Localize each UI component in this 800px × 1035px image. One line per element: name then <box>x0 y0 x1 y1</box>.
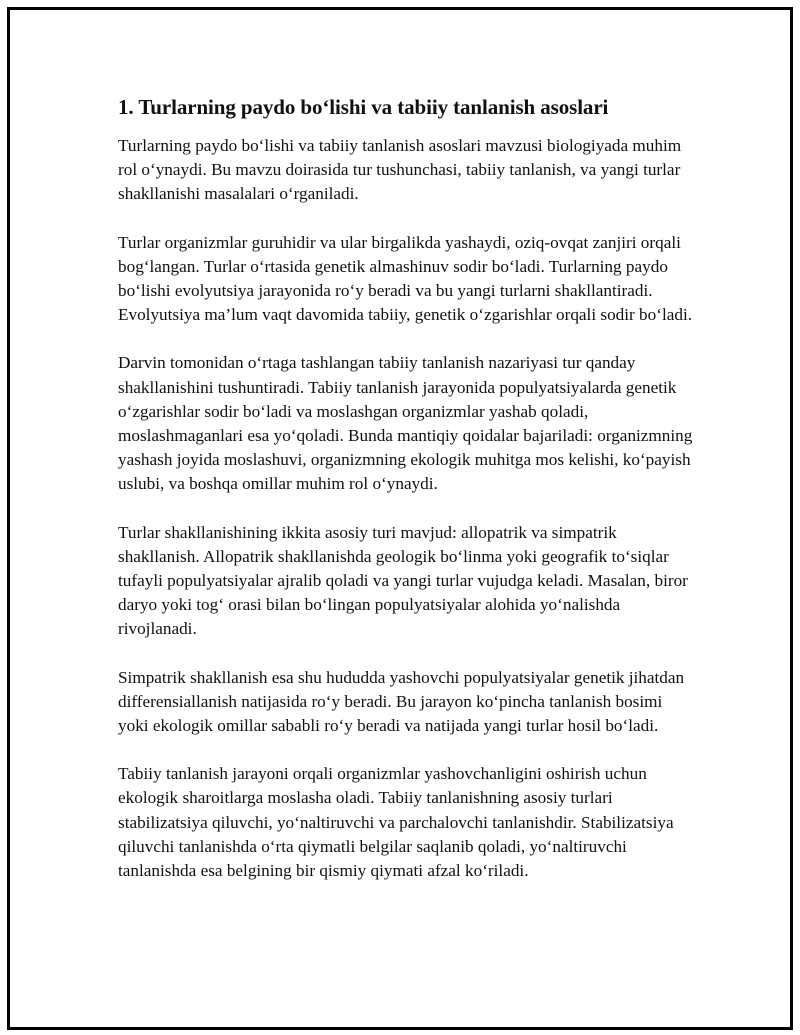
paragraph-selection-types: Tabiiy tanlanish jarayoni orqali organizmlar yashovchanligini oshirish uchun ekologik sharoitlarga moslasha oladi. Tabiiy tanlanishning asosiy turlari stabilizatsiya qiluvchi, yo‘naltiruvchi va parchalovchi tanlanishdir. Stabilizatsiya qiluvchi tanlanishda o‘rta qiymatli belgilar saqlanib qoladi, yo‘naltiruvchi tanlanishda esa belgining bir qismiy qiymati afzal ko‘riladi. <box>118 764 674 881</box>
paragraph-darwin-theory: Darvin tomonidan o‘rtaga tashlangan tabiiy tanlanish nazariyasi tur qanday shakllanishini tushuntiradi. Tabiiy tanlanish jarayonida populyatsiyalarda genetik o‘zgarishlar sodir bo‘ladi va moslashgan organizmlar yashab qoladi, moslashmaganlari esa yo‘qoladi. Bunda mantiqiy qoidalar bajariladi: organizmning yashash joyida moslashuvi, organizmning ekologik muhitga mos kelishi, ko‘payish uslubi, va boshqa omillar muhim rol o‘ynaydi. <box>118 353 693 494</box>
paragraph-allopatric-speciation: Turlar shakllanishining ikkita asosiy turi mavjud: allopatrik va simpatrik shakllanish. Allopatrik shakllanishda geologik bo‘linma yoki geografik to‘siqlar tufayli populyatsiyalar ajralib qoladi va yangi turlar vujudga keladi. Masalan, biror daryo yoki tog‘ orasi bilan bo‘lingan populyatsiyalar alohida yo‘nalishda rivojlanadi. <box>118 522 688 639</box>
document-title: 1. Turlarning paydo bo‘lishi va tabiiy tanlanish asoslari <box>118 95 609 119</box>
paragraph-intro: Turlarning paydo bo‘lishi va tabiiy tanlanish asoslari mavzusi biologiyada muhim rol o‘ynaydi. Bu mavzu doirasida tur tushunchasi, tabiiy tanlanish, va yangi turlar shakllanishi masalalari o‘rganiladi. <box>118 136 682 204</box>
document-body <box>118 93 693 907</box>
paragraph-sympatric-speciation: Simpatrik shakllanish esa shu hududda yashovchi populyatsiyalar genetik jihatdan differensiallanish natijasida ro‘y beradi. Bu jarayon ko‘pincha tanlanish bosimi yoki ekologik omillar sababli ro‘y beradi va natijada yangi turlar hosil bo‘ladi. <box>118 667 685 736</box>
paragraph-species-definition: Turlar organizmlar guruhidir va ular birgalikda yashaydi, oziq-ovqat zanjiri orqali bog‘langan. Turlar o‘rtasida genetik almashinuv sodir bo‘ladi. Turlarning paydo bo‘lishi evolyutsiya jarayonida ro‘y beradi va bu yangi turlarni shakllantiradi. Evolyutsiya ma’lum vaqt davomida tabiiy, genetik o‘zgarishlar orqali sodir bo‘ladi. <box>118 232 693 325</box>
